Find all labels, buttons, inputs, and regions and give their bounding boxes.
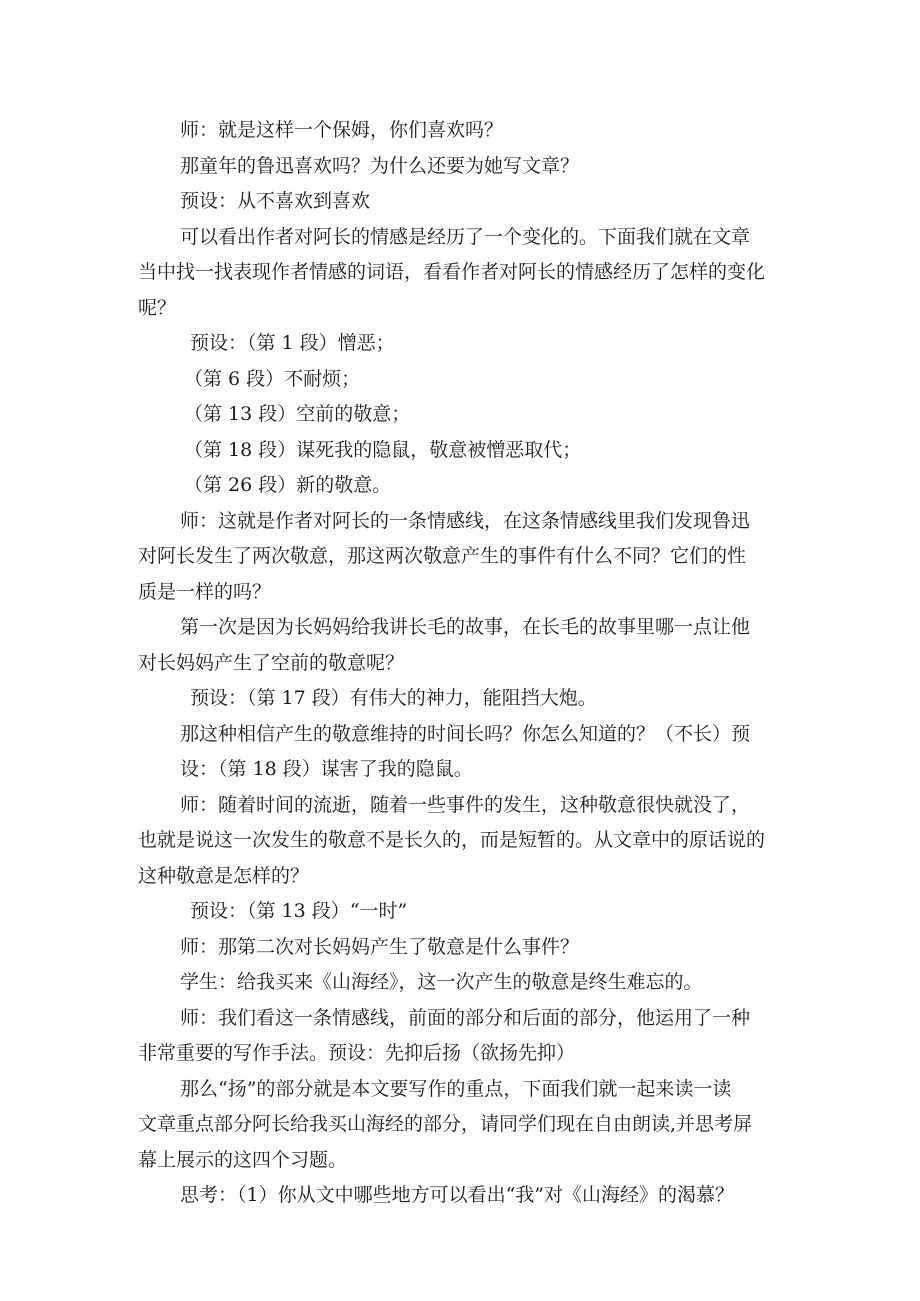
text-line: （第 13 段）空前的敬意； [184, 403, 411, 425]
text-line: 预设：从不喜欢到喜欢 [180, 190, 371, 212]
text-line: 学生：给我买来《山海经》，这一次产生的敬意是终生难忘的。 [180, 971, 703, 993]
text-line: 师：就是这样一个保姆，你们喜欢吗？ [180, 119, 504, 141]
text-line: 预设：（第 13 段）“一时” [190, 900, 408, 922]
text-line: 幕上展示的这四个习题。 [138, 1148, 348, 1171]
text-line: 师：那第二次对长妈妈产生了敬意是什么事件？ [180, 935, 580, 958]
text-line: 师：随着时间的流逝，随着一些事件的发生，这种敬意很快就没了， [180, 793, 751, 816]
text-line: 师：这就是作者对阿长的一条情感线，在这条情感线里我们发现鲁迅 [180, 509, 751, 532]
text-line: 预设：（第 17 段）有伟大的神力，能阻挡大炮。 [190, 687, 597, 709]
text-line: 那么“扬”的部分就是本文要写作的重点，下面我们就一起来读一读 [180, 1077, 732, 1100]
text-line: 质是一样的吗？ [138, 580, 272, 603]
text-line: 对阿长发生了两次敬意，那这两次敬意产生的事件有什么不同？它们的性 [138, 545, 747, 567]
document-body [138, 113, 798, 1214]
text-line: 预设：（第 1 段）憎恶； [190, 332, 395, 354]
text-line: （第 26 段）新的敬意。 [184, 474, 392, 496]
text-line: 文章重点部分阿长给我买山海经的部分，请同学们现在自由朗读,并思考屏 [138, 1113, 753, 1135]
text-line: （第 18 段）谋死我的隐鼠，敬意被憎恶取代； [184, 438, 582, 461]
text-line: 思考：（1）你从文中哪些地方可以看出“我”对《山海经》的渴慕？ [180, 1184, 735, 1206]
text-line: 师：我们看这一条情感线，前面的部分和后面的部分，他运用了一种 [180, 1006, 751, 1029]
text-line: 非常重要的写作手法。预设：先抑后扬（欲扬先抑） [138, 1042, 576, 1064]
text-line: 也就是说这一次发生的敬意不是长久的，而是短暂的。从文章中的原话说的 [138, 829, 766, 851]
text-line: 对长妈妈产生了空前的敬意呢？ [138, 651, 405, 674]
text-line: 当中找一找表现作者情感的词语，看看作者对阿长的情感经历了怎样的变化 [138, 261, 766, 283]
text-line: 那童年的鲁迅喜欢吗？为什么还要为她写文章？ [180, 154, 580, 177]
text-line: 那这种相信产生的敬意维持的时间长吗？你怎么知道的？（不长）预 [180, 722, 751, 745]
text-line: 设：（第 18 段）谋害了我的隐鼠。 [180, 758, 473, 780]
text-line: 第一次是因为长妈妈给我讲长毛的故事，在长毛的故事里哪一点让他 [180, 616, 751, 638]
text-line: 呢？ [138, 296, 177, 319]
text-line: （第 6 段）不耐烦； [184, 367, 361, 390]
text-line: 可以看出作者对阿长的情感是经历了一个变化的。下面我们就在文章 [180, 225, 751, 248]
text-line: 这种敬意是怎样的？ [138, 864, 310, 887]
